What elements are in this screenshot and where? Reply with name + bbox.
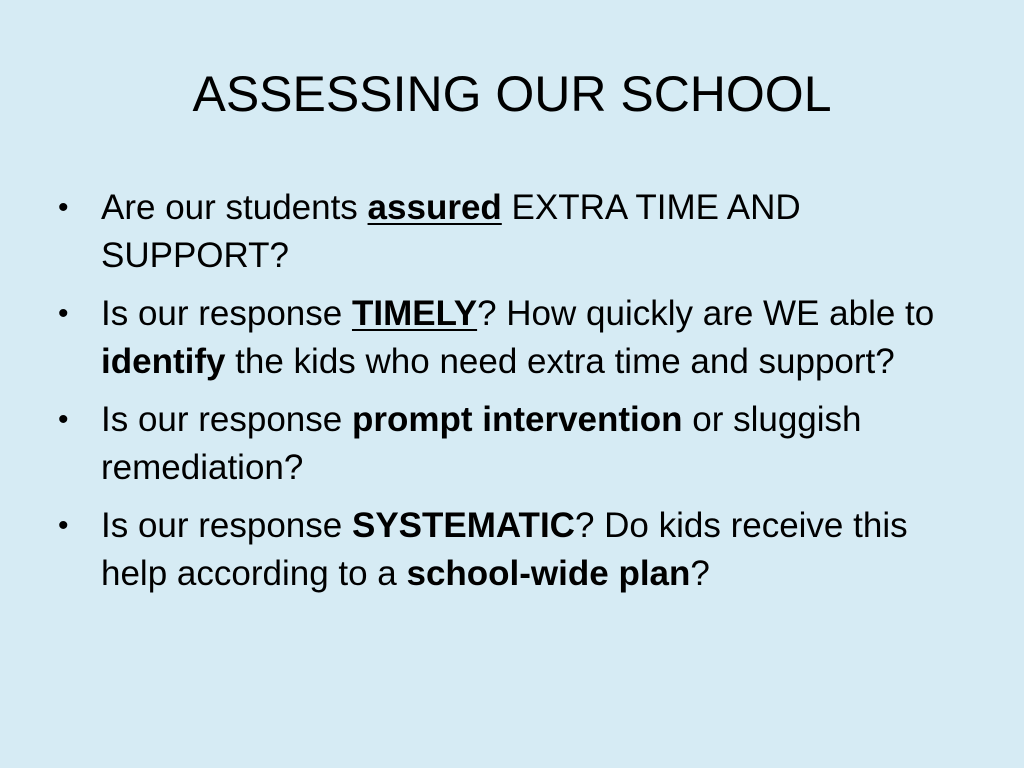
bullet-text-segment: identify [101,342,226,381]
bullet-text-segment: Is our response [101,506,352,545]
slide-title: ASSESSING OUR SCHOOL [192,66,832,122]
bullet-text-segment: or sluggish remediation? [101,400,862,487]
bullet-text-segment: prompt intervention [351,400,683,439]
bullet-item [56,184,966,280]
bullet-dot-icon: • [58,403,69,436]
bullet-text-segment: ? Do kids receive this help according to a [101,506,908,593]
bullet-item [56,502,966,598]
bullet-text-segment: TIMELY [351,294,478,333]
bullet-text-segment: ? How quickly are WE able to [477,294,935,333]
bullet-item [56,290,966,386]
bullet-dot-icon: • [58,191,69,224]
bullet-dot-icon: • [58,509,69,542]
bullet-text-segment: the kids who need extra time and support? [225,342,895,381]
bullet-text-segment: Are our students [101,188,368,227]
bullet-text-segment: EXTRA TIME AND SUPPORT? [101,188,801,275]
bullet-text-segment: ? [690,554,710,593]
bullet-list [56,184,966,608]
bullet-text-segment: school-wide plan [406,554,691,593]
bullet-text-segment: SYSTEMATIC [351,506,575,545]
bullet-text-segment: Is our response [101,400,352,439]
bullet-item [56,396,966,492]
bullet-text-segment: Is our response [101,294,352,333]
bullet-dot-icon: • [58,297,69,330]
bullet-text-segment: assured [367,188,502,227]
